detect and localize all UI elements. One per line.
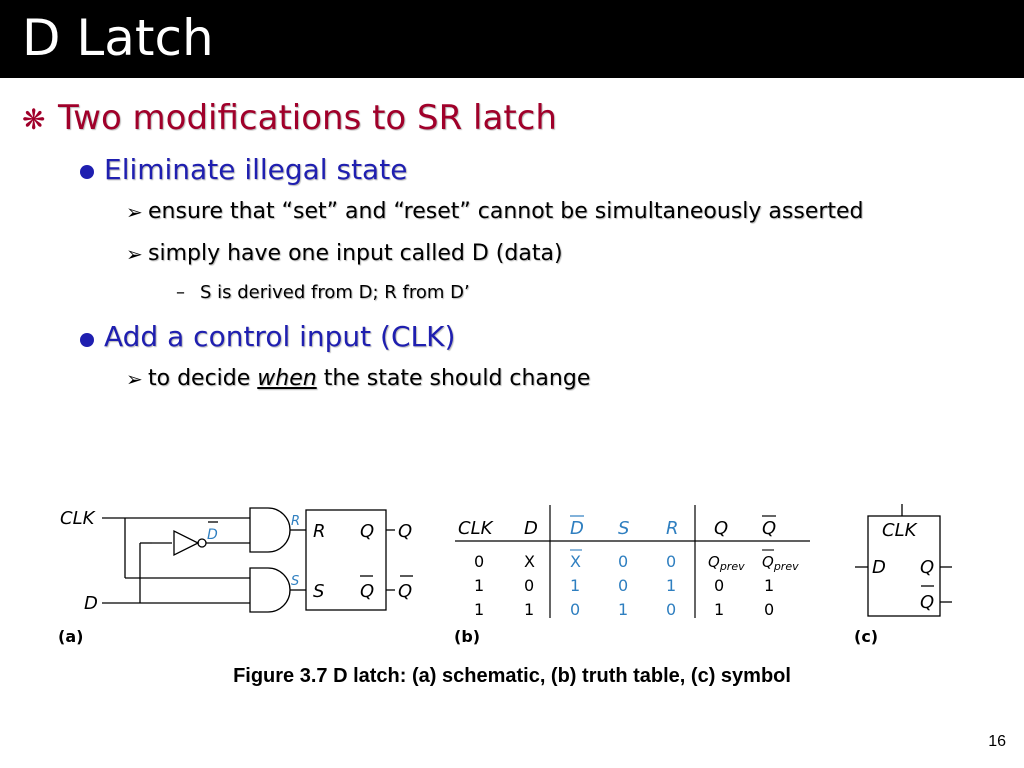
arrow-bullet-icon: ➢ (126, 367, 143, 391)
dash-bullet-icon: – (176, 282, 185, 303)
latch-qbar-label: Q (360, 581, 375, 602)
bullet-derived: S is derived from D; R from D’ (200, 282, 470, 303)
asterisk-bullet-icon: ❋ (22, 103, 46, 136)
th-dbar: D (570, 518, 584, 539)
dot-bullet-icon (80, 333, 94, 347)
s-signal-label: S (291, 574, 300, 589)
latch-r-label: R (313, 521, 326, 542)
th-r: R (666, 518, 679, 539)
decide-when: when (257, 366, 317, 391)
th-qbar: Q (762, 518, 777, 539)
r0-d: X (524, 552, 535, 571)
slide-title: D Latch (22, 9, 214, 67)
r2-clk: 1 (474, 600, 485, 619)
table-row (474, 550, 799, 573)
r1-qbar: 1 (764, 576, 775, 595)
truth-table (450, 500, 830, 650)
out-q-label: Q (398, 521, 413, 542)
r0-qbar-sub: prev (773, 560, 799, 573)
r0-qbar (762, 553, 799, 573)
r2-q: 1 (714, 600, 725, 619)
bullet-one-input: simply have one input called D (data) (148, 241, 563, 266)
r0-dbar: X (570, 552, 581, 571)
r1-d: 0 (524, 576, 535, 595)
tag-c: (c) (854, 627, 879, 646)
th-s: S (618, 518, 630, 539)
decide-post: the state should change (316, 366, 591, 391)
sym-clk-label: CLK (882, 520, 917, 541)
bullet-control-input: Add a control input (CLK) (104, 320, 456, 353)
decide-pre: to decide (148, 366, 258, 391)
r1-clk: 1 (474, 576, 485, 595)
r2-d: 1 (524, 600, 535, 619)
bullet-decide (148, 366, 590, 391)
r1-dbar: 1 (570, 576, 581, 595)
latch-symbol (850, 500, 980, 650)
d-label: D (84, 593, 98, 614)
bullet-eliminate-illegal: Eliminate illegal state (104, 153, 408, 186)
schematic-diagram (50, 500, 430, 650)
table-row (474, 576, 774, 595)
th-clk: CLK (458, 518, 493, 539)
sym-q-label: Q (920, 557, 935, 578)
latch-s-label: S (313, 581, 325, 602)
page-number: 16 (988, 733, 1006, 750)
truth-table-header (458, 516, 776, 539)
dbar-label: D (207, 527, 218, 543)
dot-bullet-icon (80, 165, 94, 179)
bullet-ensure: ensure that “set” and “reset” cannot be simultaneously asserted (148, 199, 864, 224)
latch-q-label: Q (360, 521, 375, 542)
title-bar (0, 0, 1024, 78)
r1-r: 1 (666, 576, 677, 595)
sym-qbar-label: Q (920, 592, 935, 613)
sym-d-label: D (872, 557, 886, 578)
th-q: Q (714, 518, 729, 539)
th-d: D (524, 518, 538, 539)
clk-label: CLK (60, 508, 95, 529)
bullet-level1: Two modifications to SR latch (58, 98, 557, 138)
tag-a: (a) (58, 627, 84, 646)
r-signal-label: R (291, 514, 301, 529)
r0-s: 0 (618, 552, 629, 571)
out-qbar-label: Q (398, 581, 413, 602)
r2-r: 0 (666, 600, 677, 619)
arrow-bullet-icon: ➢ (126, 200, 143, 224)
r1-s: 0 (618, 576, 629, 595)
table-row (474, 600, 774, 619)
r0-q (708, 553, 745, 573)
r2-dbar: 0 (570, 600, 581, 619)
r2-qbar: 0 (764, 600, 775, 619)
r0-qbar-base: Q (762, 553, 774, 571)
tag-b: (b) (454, 627, 481, 646)
r0-r: 0 (666, 552, 677, 571)
r1-q: 0 (714, 576, 725, 595)
figure-caption: Figure 3.7 D latch: (a) schematic, (b) truth table, (c) symbol (233, 665, 791, 687)
r0-q-base: Q (708, 553, 720, 571)
r0-q-sub: prev (719, 560, 745, 573)
r0-clk: 0 (474, 552, 485, 571)
r2-s: 1 (618, 600, 629, 619)
arrow-bullet-icon: ➢ (126, 242, 143, 266)
